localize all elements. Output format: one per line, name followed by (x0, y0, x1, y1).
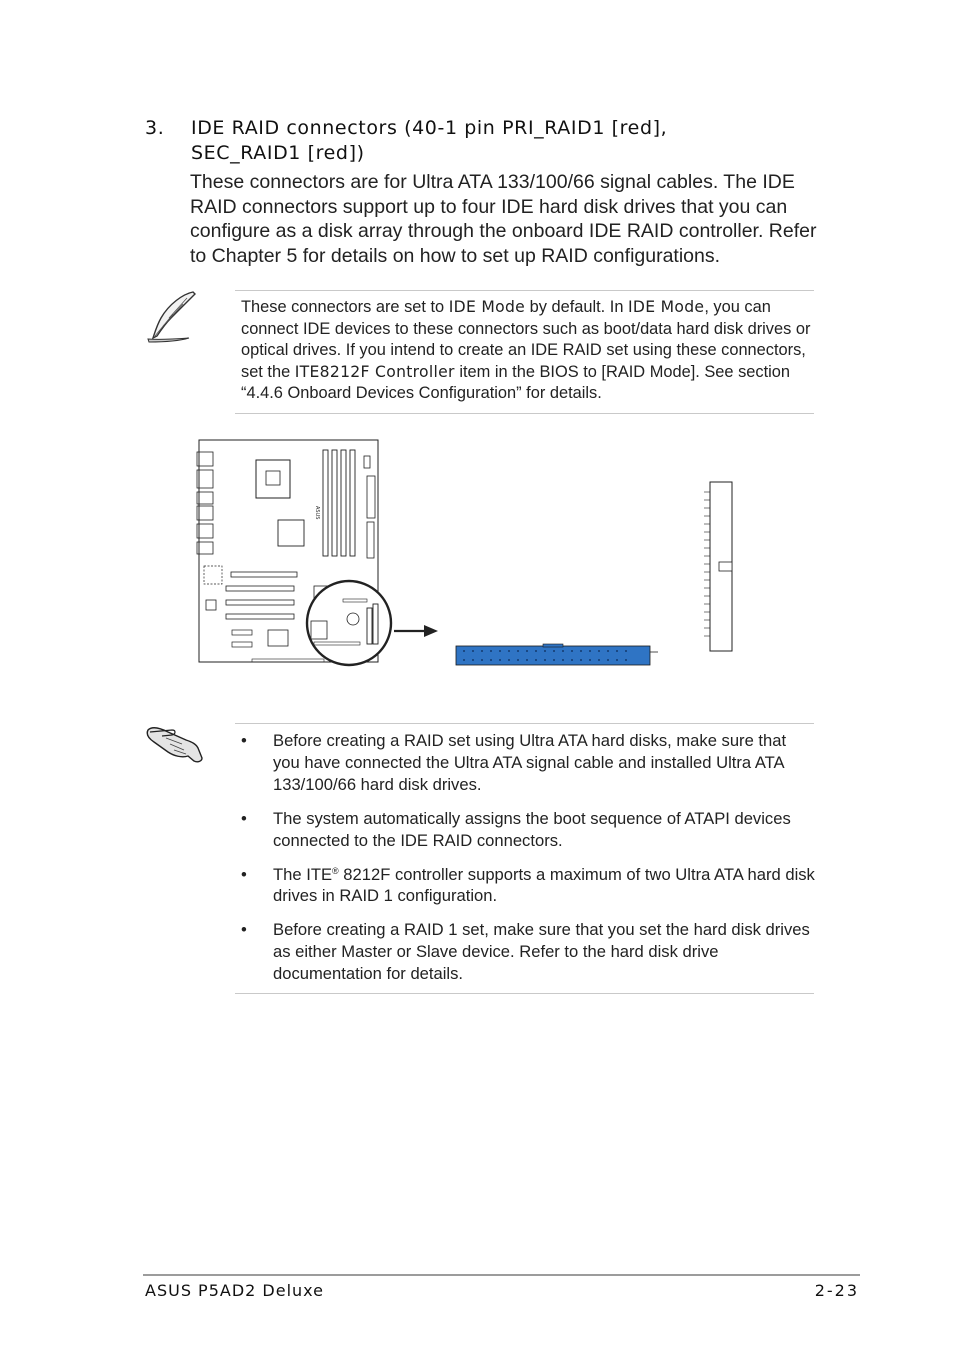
registered-mark: ® (332, 865, 339, 876)
note-text-2: by default. In (525, 298, 629, 316)
tips-bottom-rule (235, 993, 814, 994)
page-number: 2-23 (814, 1281, 859, 1300)
tips-list (241, 730, 816, 997)
board-logo: ASUS (314, 506, 320, 520)
footer-rule (143, 1274, 860, 1276)
tip-text: 8212F controller supports a maximum of two Ultra ATA hard disk drives in RAID 1 configuration. (273, 864, 815, 906)
tip-text: The system automatically assigns the boot sequence of ATAPI devices connected to the IDE RAID connectors. (273, 808, 791, 850)
footer-product-name: ASUS P5AD2 Deluxe (145, 1281, 324, 1300)
tip-text: Before creating a RAID 1 set, make sure that you set the hard disk drives as either Master or Slave device. Refer to the hard disk drive documentation for details. (273, 920, 810, 984)
section-body: These connectors are for Ultra ATA 133/100/66 signal cables. The IDE RAID connectors support up to four IDE hard disk drives that you can configure as a disk array through the onboard IDE RAID controller. Refer to Chapter 5 for details on how to set up RAID configurations. (190, 171, 817, 267)
quill-icon (143, 288, 205, 344)
note-bottom-rule (235, 413, 814, 414)
section-number: 3. (145, 117, 165, 139)
note-text-1: These connectors are set to (241, 298, 449, 316)
tips-top-rule (235, 723, 814, 724)
pointing-hand-icon (142, 720, 206, 766)
section-title-line2: SEC_RAID1 [red]) (191, 142, 365, 164)
note-top-rule (235, 290, 814, 291)
bullet: • (241, 920, 247, 940)
note-text (241, 297, 817, 405)
list-item (241, 919, 816, 985)
tip-text: The ITE (273, 864, 333, 884)
bullet: • (241, 864, 247, 884)
section-title-line1: IDE RAID connectors (40-1 pin PRI_RAID1 [red], (191, 117, 668, 139)
note-text-3: , you can connect IDE devices to these connectors such as boot/data hard disk drives or optical drives. If you intend to create an IDE RAID set using these connectors, set the (241, 298, 811, 381)
bullet: • (241, 731, 247, 750)
motherboard-figure (188, 436, 788, 686)
ite8212f-controller-term: ITE8212F Controller (294, 362, 455, 381)
list-item (241, 730, 816, 796)
ide-mode-term-2: IDE Mode (628, 298, 705, 316)
ide-mode-term: IDE Mode (448, 298, 526, 316)
section-heading (145, 116, 667, 166)
note-text-4: item in the BIOS to [RAID Mode]. See section “4.4.6 Onboard Devices Configuration” for details. (241, 362, 791, 403)
list-item (241, 864, 816, 908)
tip-text: Before creating a RAID set using Ultra ATA hard disks, make sure that you have connected the Ultra ATA signal cable and installed Ultra ATA 133/100/66 hard disk drives. (273, 731, 787, 794)
bullet: • (241, 808, 247, 828)
ide-raid-connector-horizontal (456, 646, 650, 665)
list-item (241, 808, 816, 852)
